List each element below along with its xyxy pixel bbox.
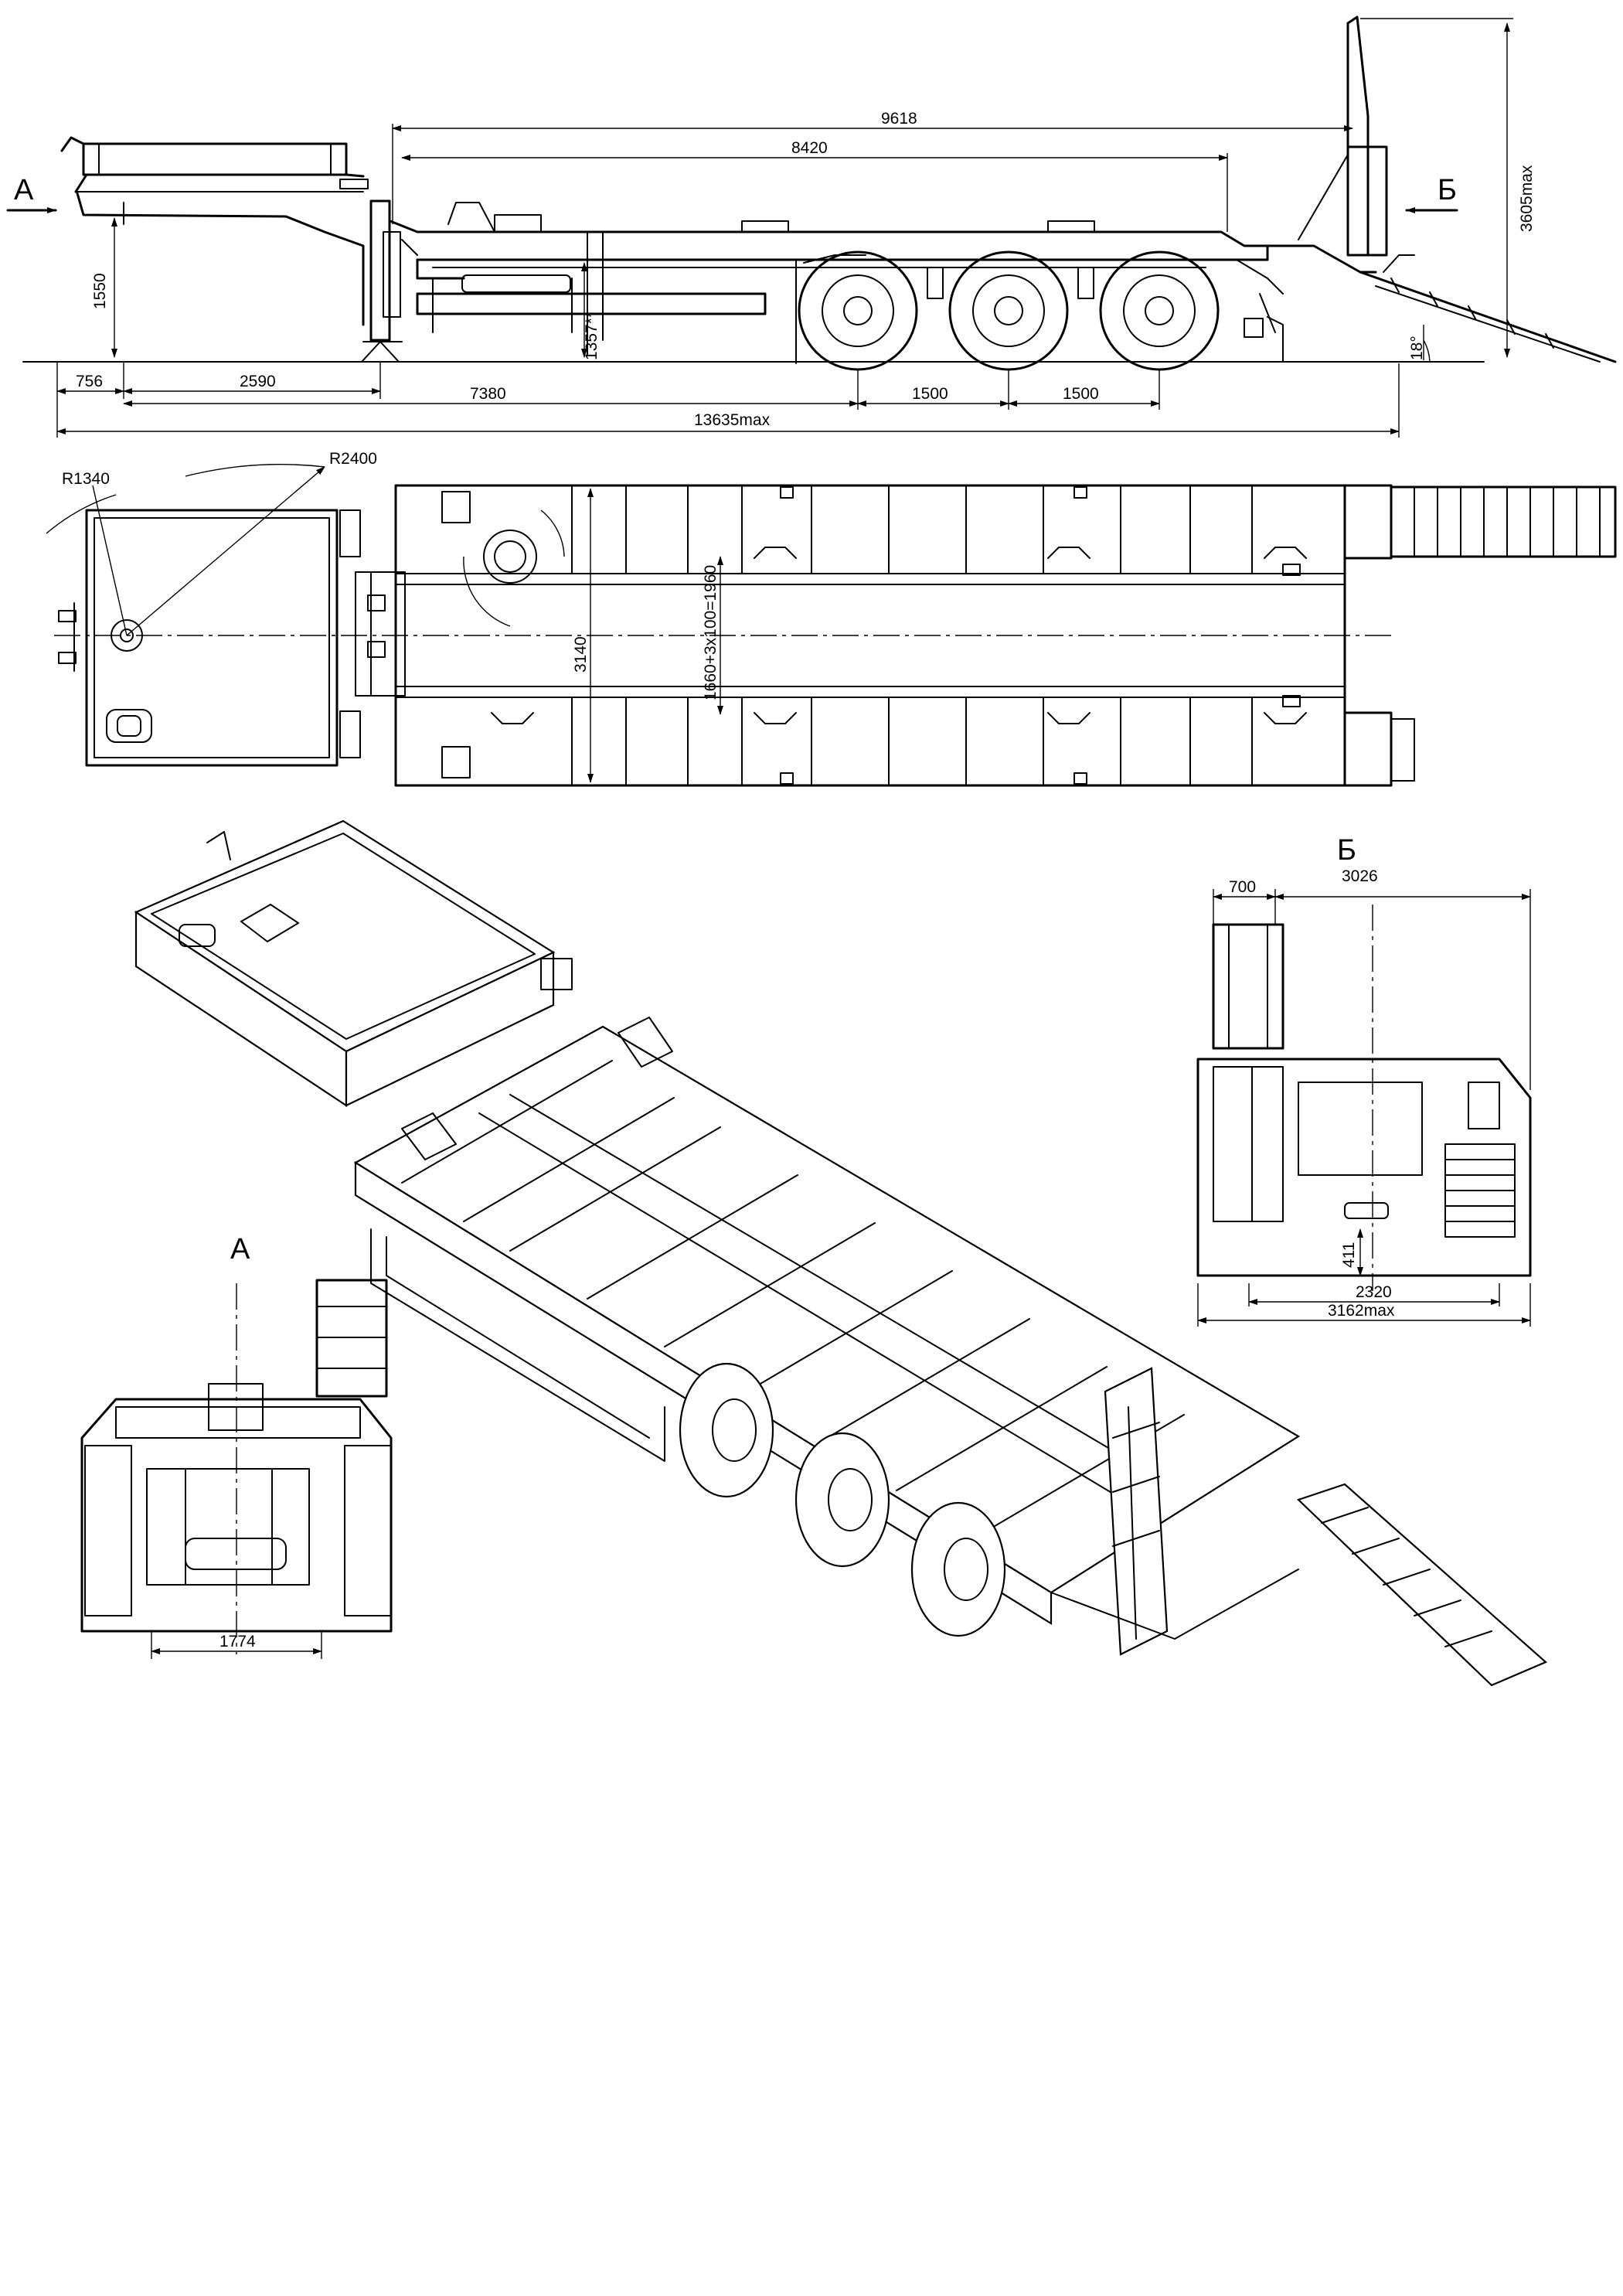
svg-text:18°: 18° <box>1408 336 1426 360</box>
svg-text:3605max: 3605max <box>1518 165 1536 232</box>
svg-text:2590: 2590 <box>240 373 276 390</box>
svg-text:700: 700 <box>1229 878 1257 896</box>
svg-text:1357**: 1357** <box>583 311 601 360</box>
svg-text:1500: 1500 <box>912 385 948 403</box>
radius-front-label: R1340 <box>62 470 110 488</box>
svg-text:1774: 1774 <box>219 1633 256 1650</box>
front-view-label: А <box>230 1233 250 1266</box>
svg-text:1660+3x100=1960: 1660+3x100=1960 <box>702 564 720 700</box>
section-label-rear: Б <box>1438 174 1457 206</box>
svg-text:7380: 7380 <box>470 385 506 403</box>
dim-deck-width <box>702 557 720 714</box>
svg-text:13635max: 13635max <box>694 411 771 429</box>
svg-text:411: 411 <box>1340 1242 1358 1268</box>
radius-kingpin-label: R2400 <box>329 450 377 468</box>
svg-text:8420: 8420 <box>791 139 828 157</box>
svg-text:9618: 9618 <box>881 110 917 128</box>
svg-text:1500: 1500 <box>1063 385 1099 403</box>
svg-text:3140: 3140 <box>572 636 590 673</box>
svg-text:3026: 3026 <box>1342 867 1378 885</box>
rear-view-label: Б <box>1337 834 1356 867</box>
section-label-front: А <box>14 174 34 206</box>
svg-text:756: 756 <box>76 373 104 390</box>
svg-text:2320: 2320 <box>1356 1283 1392 1301</box>
svg-text:3162max: 3162max <box>1328 1302 1395 1320</box>
svg-text:1550: 1550 <box>91 273 109 309</box>
